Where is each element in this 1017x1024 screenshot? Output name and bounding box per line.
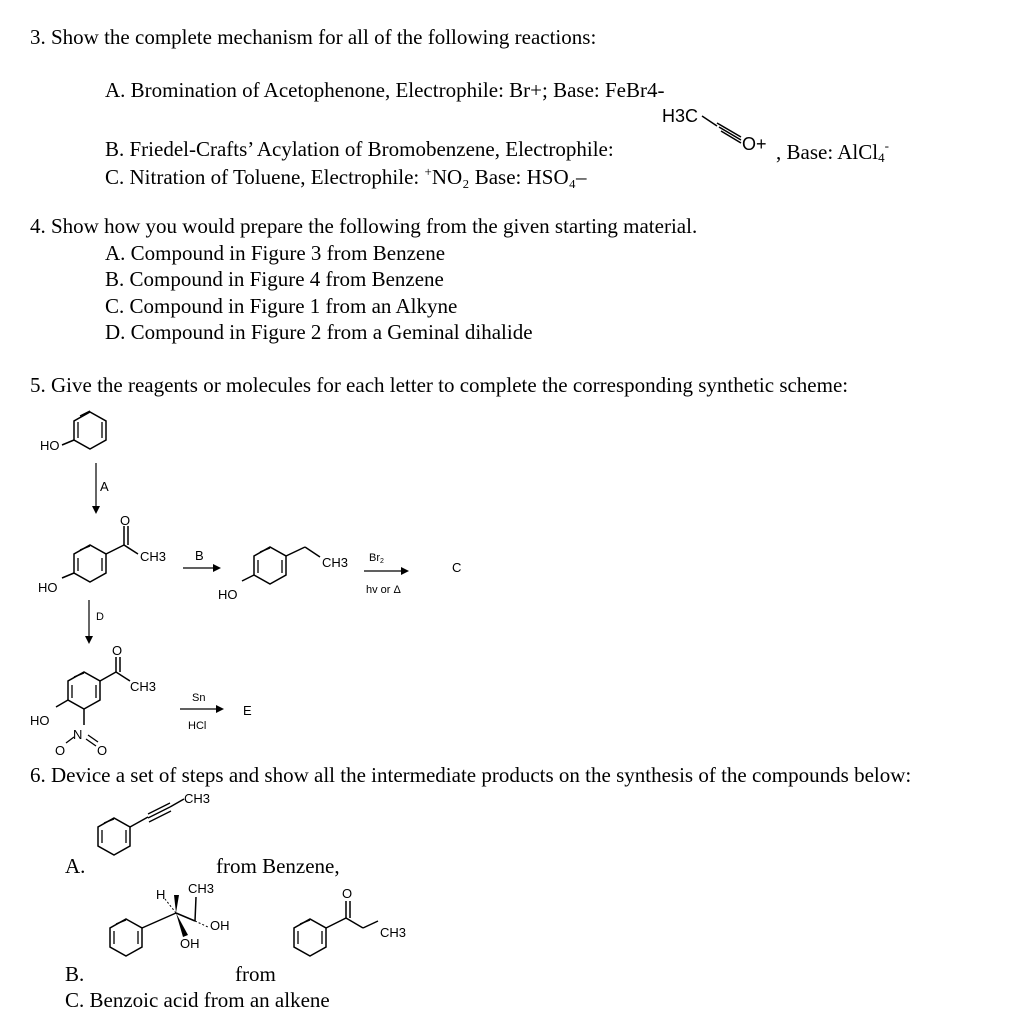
letter-a: A [100,479,109,494]
nitration-text: C. Nitration of Toluene, Electrophile: [105,165,425,189]
q4-item-a: A. Compound in Figure 3 from Benzene [105,241,446,265]
acylium-triple-bond-2 [719,127,741,140]
letter-e: E [243,703,252,718]
propyne-ch3-label: CH3 [184,791,211,806]
propiophenone-ch3-label: CH3 [380,925,407,940]
q6-b-from: from [235,962,276,986]
br2-label: Br2 [369,552,384,565]
sn-label: Sn [192,692,206,704]
q6-c-item: C. Benzoic acid from an alkene [65,988,330,1012]
base-label: , Base: AlCl [776,140,879,164]
nitro-o-right-label: O [97,743,108,758]
nitro-ho-label: HO [30,713,50,728]
diol-structure [110,881,230,956]
acylium-triple-bond-3 [721,131,741,143]
acylium-o-plus-label: O+ [742,134,767,154]
diol-oh-bottom-label: OH [180,936,200,951]
nitronium-charge: + [424,164,432,179]
diol-h-label: H [156,887,166,902]
q4-item-d: D. Compound in Figure 2 from a Geminal dihalide [105,320,533,344]
q4-heading: 4. Show how you would prepare the following from the given starting material. [30,214,698,238]
q6-heading: 6. Device a set of steps and show all the intermediate products on the synthesis of the compounds below: [30,763,912,787]
diol-ch3-label: CH3 [188,881,215,896]
propiophenone-o-label: O [342,886,353,901]
acetophenone-o-label: O [120,513,131,528]
phenylpropyne-structure [98,791,210,855]
q3-item-c [105,165,586,188]
diol-oh-right-label: OH [210,918,230,933]
ethylphenol-structure [218,547,348,602]
letter-c: C [452,560,462,575]
acetophenone-ho-label: HO [38,580,58,595]
acylium-triple-bond-1 [717,123,741,137]
ethylphenol-ch3-label: CH3 [322,555,349,570]
acylium-h3c-label: H3C [662,106,699,126]
acetophenone-ch3-label: CH3 [140,549,167,564]
q6-b-label: B. [65,962,85,986]
q4-item-c: C. Compound in Figure 1 from an Alkyne [105,294,458,318]
q3-item-b: B. Friedel-Crafts’ Acylation of Bromobenzene, Electrophile: [105,137,614,161]
letter-b: B [195,548,204,563]
phenol-ho-label: HO [40,438,60,453]
base-subscript: 4 [878,150,885,165]
nitration-rest: NO₂ Base: HSO₄– [431,165,587,189]
ethylphenol-ho-label: HO [218,587,238,602]
synthetic-scheme [0,395,500,765]
q6-a-label: A. [65,854,86,878]
propiophenone-structure [294,886,406,956]
q3-item-a: A. Bromination of Acetophenone, Electrophile: Br+; Base: FeBr4- [105,78,665,102]
q3-heading: 3. Show the complete mechanism for all of the following reactions: [30,25,597,49]
base-superscript: - [884,138,889,153]
hydroxyacetophenone-structure [38,513,166,595]
q4-item-b: B. Compound in Figure 4 from Benzene [105,267,444,291]
nitro-o-left-label: O [55,743,66,758]
q6-a-from: from Benzene, [216,854,340,878]
nitro-o-label: O [112,643,123,658]
hv-label: hv or Δ [366,584,401,596]
phenol-structure [40,411,106,453]
nitro-ch3-label: CH3 [130,679,157,694]
nitro-n-label: N [73,727,83,742]
letter-d: D [96,611,104,623]
acylium-ion-structure [662,100,782,160]
acylium-single-bond [702,116,717,126]
nitro-acetophenone-structure [30,643,156,758]
q5-heading: 5. Give the reagents or molecules for each letter to complete the corresponding synthetic scheme: [30,373,849,397]
q3-item-b-base [776,139,889,164]
hcl-label: HCl [188,720,207,732]
